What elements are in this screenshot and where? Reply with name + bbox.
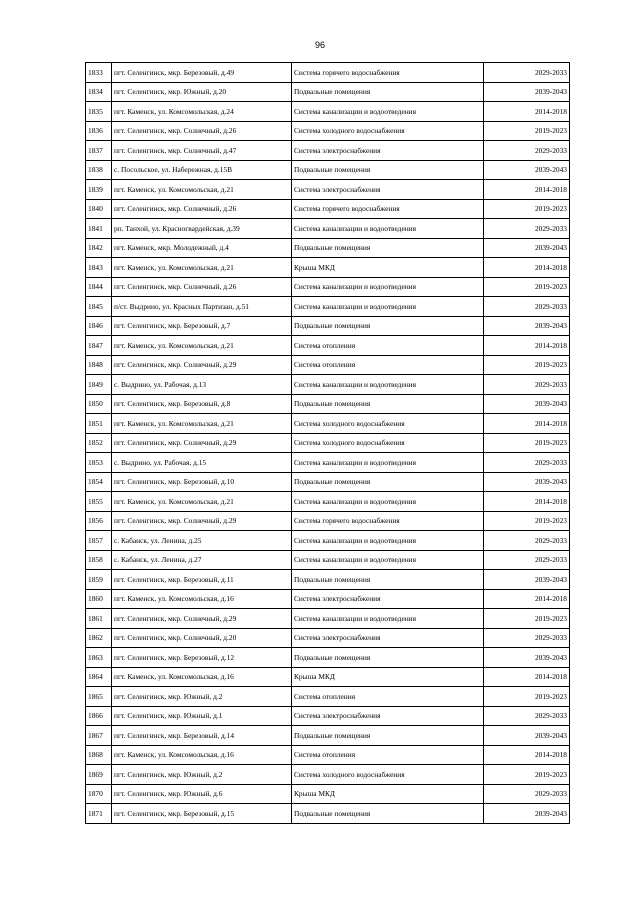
period-cell: 2029-2033	[484, 550, 570, 570]
row-number-cell: 1844	[86, 277, 112, 297]
address-cell: пгт. Селенгинск, мкр. Южный, д.20	[112, 82, 292, 102]
table-row	[86, 609, 570, 629]
address-cell: пгт. Селенгинск, мкр. Солнечный, д.26	[112, 121, 292, 141]
address-cell: пгт. Селенгинск, мкр. Южный, д.2	[112, 687, 292, 707]
table-row	[86, 375, 570, 395]
row-number-cell: 1853	[86, 453, 112, 473]
period-cell: 2019-2023	[484, 765, 570, 785]
period-cell: 2029-2033	[484, 141, 570, 161]
address-cell: пгт. Селенгинск, мкр. Солнечный, д.29	[112, 433, 292, 453]
system-cell: Система электроснабжения	[292, 589, 484, 609]
period-cell: 2019-2023	[484, 199, 570, 219]
row-number-cell: 1850	[86, 394, 112, 414]
period-cell: 2029-2033	[484, 375, 570, 395]
system-cell: Подвальные помещения	[292, 394, 484, 414]
table-row	[86, 706, 570, 726]
address-cell: с. Выдрино, ул. Рабочая, д.15	[112, 453, 292, 473]
system-cell: Система электроснабжения	[292, 180, 484, 200]
row-number-cell: 1861	[86, 609, 112, 629]
table-row	[86, 550, 570, 570]
system-cell: Система канализации и водоотведения	[292, 609, 484, 629]
table-row	[86, 589, 570, 609]
period-cell: 2014-2018	[484, 180, 570, 200]
address-cell: рп. Танхой, ул. Красногвардейская, д.39	[112, 219, 292, 239]
system-cell: Подвальные помещения	[292, 82, 484, 102]
address-cell: пгт. Каменск, ул. Комсомольская, д.16	[112, 667, 292, 687]
period-cell: 2019-2023	[484, 355, 570, 375]
row-number-cell: 1840	[86, 199, 112, 219]
period-cell: 2039-2043	[484, 804, 570, 824]
address-cell: пгт. Селенгинск, мкр. Березовый, д.11	[112, 570, 292, 590]
table-row	[86, 277, 570, 297]
period-cell: 2039-2043	[484, 570, 570, 590]
system-cell: Система канализации и водоотведения	[292, 277, 484, 297]
address-cell: пгт. Каменск, ул. Комсомольская, д.16	[112, 589, 292, 609]
period-cell: 2029-2033	[484, 706, 570, 726]
address-cell: пгт. Каменск, ул. Комсомольская, д.16	[112, 745, 292, 765]
row-number-cell: 1836	[86, 121, 112, 141]
table-row	[86, 570, 570, 590]
table-row	[86, 511, 570, 531]
system-cell: Подвальные помещения	[292, 726, 484, 746]
table-row	[86, 297, 570, 317]
table-row	[86, 258, 570, 278]
period-cell: 2039-2043	[484, 394, 570, 414]
table-row	[86, 316, 570, 336]
table-row	[86, 180, 570, 200]
row-number-cell: 1866	[86, 706, 112, 726]
period-cell: 2029-2033	[484, 531, 570, 551]
address-cell: с. Кабанск, ул. Ленина, д.25	[112, 531, 292, 551]
table-row	[86, 726, 570, 746]
address-cell: пгт. Селенгинск, мкр. Южный, д.2	[112, 765, 292, 785]
system-cell: Система электроснабжения	[292, 141, 484, 161]
period-cell: 2039-2043	[484, 726, 570, 746]
address-cell: пгт. Селенгинск, мкр. Березовый, д.12	[112, 648, 292, 668]
period-cell: 2029-2033	[484, 297, 570, 317]
address-cell: пгт. Селенгинск, мкр. Березовый, д.7	[112, 316, 292, 336]
system-cell: Подвальные помещения	[292, 472, 484, 492]
row-number-cell: 1848	[86, 355, 112, 375]
address-cell: пгт. Селенгинск, мкр. Южный, д.6	[112, 784, 292, 804]
period-cell: 2014-2018	[484, 258, 570, 278]
system-cell: Система холодного водоснабжения	[292, 121, 484, 141]
system-cell: Система электроснабжения	[292, 706, 484, 726]
period-cell: 2039-2043	[484, 160, 570, 180]
period-cell: 2019-2023	[484, 433, 570, 453]
row-number-cell: 1862	[86, 628, 112, 648]
system-cell: Система горячего водоснабжения	[292, 199, 484, 219]
row-number-cell: 1851	[86, 414, 112, 434]
table-row	[86, 433, 570, 453]
row-number-cell: 1838	[86, 160, 112, 180]
row-number-cell: 1859	[86, 570, 112, 590]
system-cell: Система канализации и водоотведения	[292, 375, 484, 395]
address-cell: пгт. Селенгинск, мкр. Березовый, д.14	[112, 726, 292, 746]
row-number-cell: 1860	[86, 589, 112, 609]
table-row	[86, 141, 570, 161]
row-number-cell: 1858	[86, 550, 112, 570]
period-cell: 2019-2023	[484, 511, 570, 531]
system-cell: Крыша МКД	[292, 258, 484, 278]
address-cell: пгт. Каменск, мкр. Молодежный, д.4	[112, 238, 292, 258]
table-row	[86, 414, 570, 434]
table-row	[86, 765, 570, 785]
row-number-cell: 1870	[86, 784, 112, 804]
table-row	[86, 667, 570, 687]
address-cell: пгт. Селенгинск, мкр. Солнечный, д.26	[112, 277, 292, 297]
period-cell: 2029-2033	[484, 453, 570, 473]
table-row	[86, 336, 570, 356]
address-cell: пгт. Селенгинск, мкр. Солнечный, д.20	[112, 628, 292, 648]
row-number-cell: 1865	[86, 687, 112, 707]
table-row	[86, 492, 570, 512]
row-number-cell: 1837	[86, 141, 112, 161]
period-cell: 2029-2033	[484, 63, 570, 83]
row-number-cell: 1869	[86, 765, 112, 785]
row-number-cell: 1835	[86, 102, 112, 122]
address-cell: пгт. Каменск, ул. Комсомольская, д.24	[112, 102, 292, 122]
address-cell: с. Посольское, ул. Набережная, д.15В	[112, 160, 292, 180]
table-row	[86, 82, 570, 102]
table-row	[86, 687, 570, 707]
row-number-cell: 1855	[86, 492, 112, 512]
system-cell: Система отопления	[292, 745, 484, 765]
period-cell: 2014-2018	[484, 589, 570, 609]
address-cell: пгт. Селенгинск, мкр. Солнечный, д.29	[112, 511, 292, 531]
address-cell: пгт. Селенгинск, мкр. Солнечный, д.29	[112, 609, 292, 629]
system-cell: Система канализации и водоотведения	[292, 102, 484, 122]
system-cell: Система отопления	[292, 355, 484, 375]
system-cell: Подвальные помещения	[292, 648, 484, 668]
address-cell: с. Выдрино, ул. Рабочая, д.13	[112, 375, 292, 395]
table-row	[86, 102, 570, 122]
system-cell: Крыша МКД	[292, 784, 484, 804]
system-cell: Система электроснабжения	[292, 628, 484, 648]
period-cell: 2014-2018	[484, 414, 570, 434]
system-cell: Система отопления	[292, 336, 484, 356]
system-cell: Подвальные помещения	[292, 570, 484, 590]
table-row	[86, 238, 570, 258]
row-number-cell: 1864	[86, 667, 112, 687]
system-cell: Подвальные помещения	[292, 238, 484, 258]
system-cell: Подвальные помещения	[292, 160, 484, 180]
period-cell: 2014-2018	[484, 667, 570, 687]
table-row	[86, 219, 570, 239]
address-cell: пгт. Селенгинск, мкр. Березовый, д.8	[112, 394, 292, 414]
period-cell: 2014-2018	[484, 102, 570, 122]
address-cell: пгт. Селенгинск, мкр. Березовый, д.49	[112, 63, 292, 83]
system-cell: Система канализации и водоотведения	[292, 531, 484, 551]
table-row	[86, 472, 570, 492]
table-row	[86, 804, 570, 824]
page-number: 96	[314, 40, 325, 50]
system-cell: Подвальные помещения	[292, 804, 484, 824]
table-row	[86, 628, 570, 648]
period-cell: 2039-2043	[484, 648, 570, 668]
row-number-cell: 1871	[86, 804, 112, 824]
period-cell: 2019-2023	[484, 687, 570, 707]
address-cell: пгт. Селенгинск, мкр. Солнечный, д.47	[112, 141, 292, 161]
address-cell: пгт. Каменск, ул. Комсомольская, д.21	[112, 180, 292, 200]
address-cell: пгт. Селенгинск, мкр. Солнечный, д.26	[112, 199, 292, 219]
period-cell: 2029-2033	[484, 628, 570, 648]
system-cell: Система канализации и водоотведения	[292, 492, 484, 512]
row-number-cell: 1846	[86, 316, 112, 336]
table-row	[86, 121, 570, 141]
address-cell: пгт. Каменск, ул. Комсомольская, д.21	[112, 336, 292, 356]
row-number-cell: 1841	[86, 219, 112, 239]
table-row	[86, 784, 570, 804]
address-cell: пгт. Селенгинск, мкр. Березовый, д.15	[112, 804, 292, 824]
row-number-cell: 1839	[86, 180, 112, 200]
row-number-cell: 1867	[86, 726, 112, 746]
system-cell: Система канализации и водоотведения	[292, 297, 484, 317]
row-number-cell: 1834	[86, 82, 112, 102]
period-cell: 2019-2023	[484, 277, 570, 297]
address-cell: пгт. Селенгинск, мкр. Солнечный, д.29	[112, 355, 292, 375]
row-number-cell: 1833	[86, 63, 112, 83]
table-row	[86, 160, 570, 180]
table-row	[86, 531, 570, 551]
row-number-cell: 1868	[86, 745, 112, 765]
period-cell: 2029-2033	[484, 219, 570, 239]
row-number-cell: 1845	[86, 297, 112, 317]
system-cell: Система холодного водоснабжения	[292, 414, 484, 434]
system-cell: Система горячего водоснабжения	[292, 511, 484, 531]
system-cell: Система канализации и водоотведения	[292, 550, 484, 570]
row-number-cell: 1847	[86, 336, 112, 356]
registry-table-body	[86, 63, 570, 824]
registry-table	[85, 62, 570, 824]
table-row	[86, 745, 570, 765]
row-number-cell: 1849	[86, 375, 112, 395]
period-cell: 2039-2043	[484, 238, 570, 258]
table-row	[86, 355, 570, 375]
address-cell: пгт. Каменск, ул. Комсомольская, д.21	[112, 258, 292, 278]
period-cell: 2029-2033	[484, 784, 570, 804]
address-cell: п/ст. Выдрино, ул. Красных Партизан, д.51	[112, 297, 292, 317]
system-cell: Система канализации и водоотведения	[292, 453, 484, 473]
system-cell: Система холодного водоснабжения	[292, 765, 484, 785]
address-cell: пгт. Селенгинск, мкр. Южный, д.1	[112, 706, 292, 726]
system-cell: Система отопления	[292, 687, 484, 707]
row-number-cell: 1852	[86, 433, 112, 453]
row-number-cell: 1856	[86, 511, 112, 531]
system-cell: Система холодного водоснабжения	[292, 433, 484, 453]
period-cell: 2039-2043	[484, 316, 570, 336]
table-row	[86, 394, 570, 414]
row-number-cell: 1843	[86, 258, 112, 278]
address-cell: с. Кабанск, ул. Ленина, д.27	[112, 550, 292, 570]
row-number-cell: 1857	[86, 531, 112, 551]
row-number-cell: 1863	[86, 648, 112, 668]
period-cell: 2019-2023	[484, 609, 570, 629]
period-cell: 2014-2018	[484, 745, 570, 765]
row-number-cell: 1854	[86, 472, 112, 492]
period-cell: 2014-2018	[484, 492, 570, 512]
system-cell: Система горячего водоснабжения	[292, 63, 484, 83]
address-cell: пгт. Каменск, ул. Комсомольская, д.21	[112, 492, 292, 512]
period-cell: 2039-2043	[484, 82, 570, 102]
address-cell: пгт. Селенгинск, мкр. Березовый, д.10	[112, 472, 292, 492]
address-cell: пгт. Каменск, ул. Комсомольская, д.21	[112, 414, 292, 434]
table-row	[86, 453, 570, 473]
table-row	[86, 648, 570, 668]
system-cell: Крыша МКД	[292, 667, 484, 687]
period-cell: 2039-2043	[484, 472, 570, 492]
row-number-cell: 1842	[86, 238, 112, 258]
table-row	[86, 63, 570, 83]
system-cell: Система канализации и водоотведения	[292, 219, 484, 239]
system-cell: Подвальные помещения	[292, 316, 484, 336]
table-row	[86, 199, 570, 219]
period-cell: 2019-2023	[484, 121, 570, 141]
period-cell: 2014-2018	[484, 336, 570, 356]
